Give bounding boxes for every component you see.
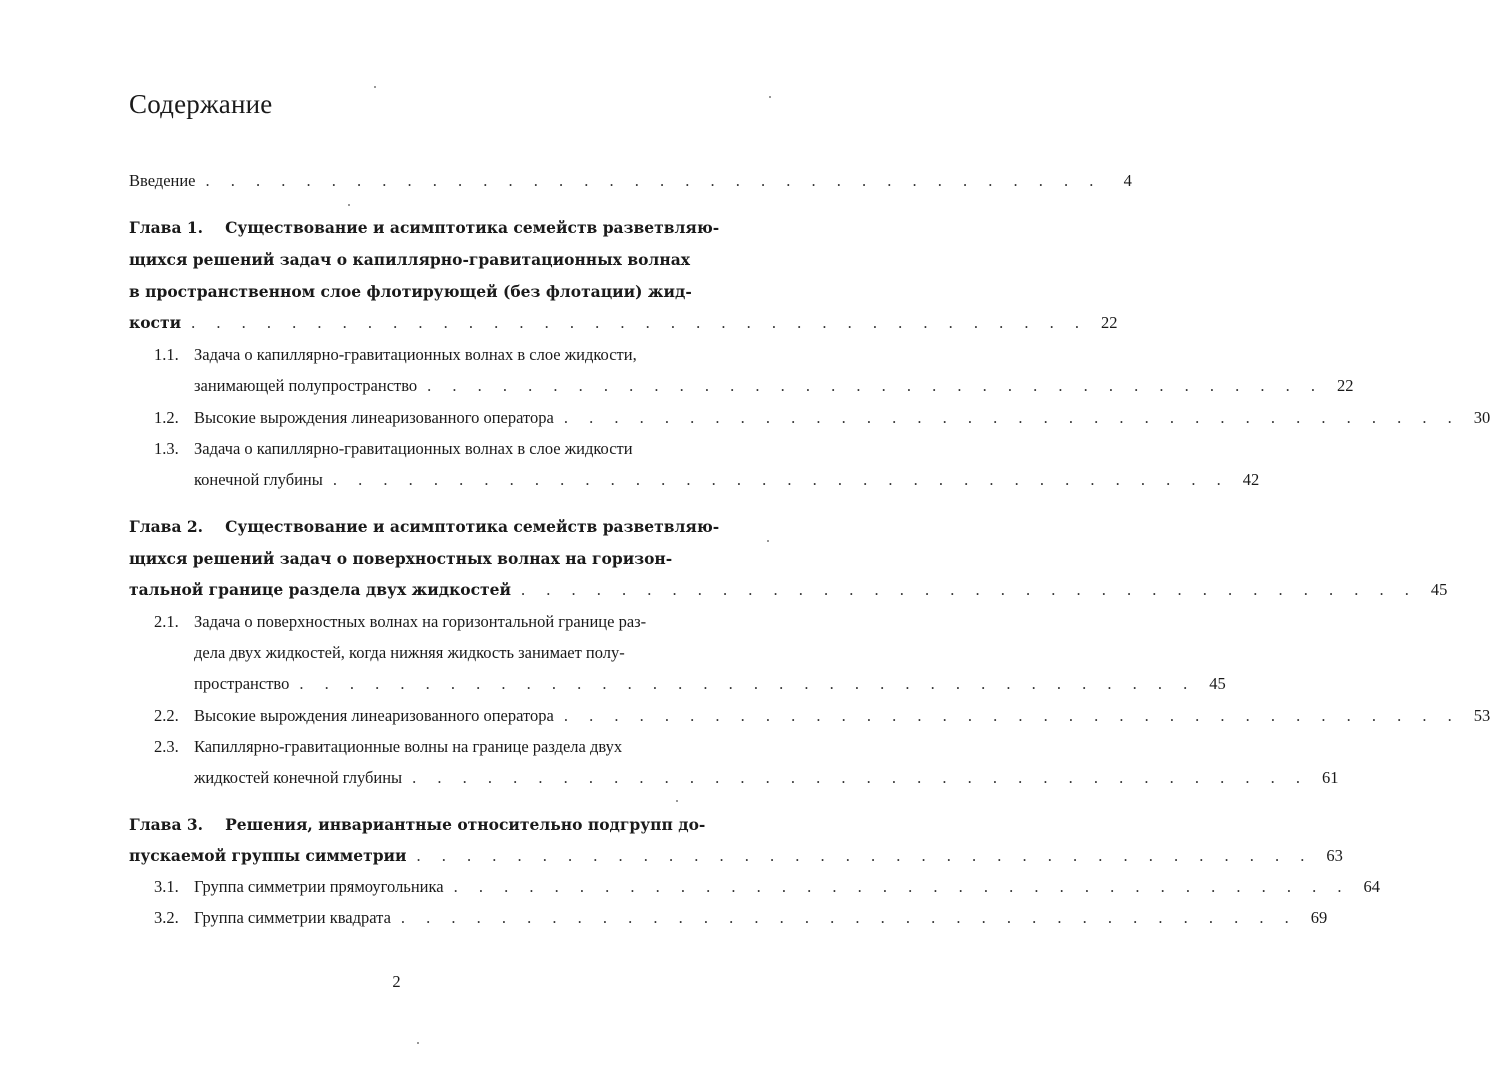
- section-title-line: Высокие вырождения линеаризованного оператора: [194, 706, 554, 725]
- toc-page-number: 42: [1242, 470, 1260, 489]
- section-title-line: Группа симметрии квадрата: [194, 908, 391, 927]
- section-title-line: Задача о капиллярно-гравитационных волнах в слое жидкости: [194, 439, 633, 458]
- section-number: 1.1.: [154, 345, 179, 364]
- toc-entry-introduction[interactable]: [129, 167, 1132, 195]
- toc-page-number: 69: [1310, 908, 1328, 927]
- toc-section-1-1[interactable]: [154, 341, 742, 369]
- toc-page-number: 45: [1209, 674, 1226, 693]
- toc-section-3-1[interactable]: [154, 873, 1380, 901]
- toc-page-number: 53: [1473, 706, 1490, 725]
- scan-speck: [676, 800, 678, 802]
- chapter-title-last-line: пускаемой группы симметрии . . . . . . . . . . . . . . . . . . . . . . . . . . . . . . . . . . . . 63: [129, 842, 742, 870]
- scan-speck: [348, 204, 350, 206]
- chapter-title-line: Существование и асимптотика семейств разветвляю-: [225, 218, 720, 237]
- section-title-last-line: жидкостей конечной глубины . . . . . . . . . . . . . . . . . . . . . . . . . . . . . . . . . . . . 61: [194, 764, 742, 792]
- section-title-last-line: занимающей полупространство . . . . . . . . . . . . . . . . . . . . . . . . . . . . . . . . . . . . 22: [194, 372, 742, 400]
- section-title-line: Капиллярно-гравитационные волны на границе раздела двух: [194, 737, 623, 756]
- leader-dots: . . . . . . . . . . . . . . . . . . . . . . . . . . . . . . . . . . . .: [416, 846, 1313, 865]
- leader-dots: . . . . . . . . . . . . . . . . . . . . . . . . . . . . . . . . . . . .: [205, 171, 1102, 190]
- toc-chapter-1[interactable]: [129, 214, 742, 242]
- leader-dots: . . . . . . . . . . . . . . . . . . . . . . . . . . . . . . . . . . . .: [427, 376, 1324, 395]
- page-title: Содержание: [129, 89, 273, 119]
- chapter-title-continuation: в пространственном слое флотирующей (без флотации) жид-: [129, 282, 692, 301]
- chapter-label: Глава 1.: [129, 218, 204, 237]
- leader-dots: . . . . . . . . . . . . . . . . . . . . . . . . . . . . . . . . . . . .: [400, 908, 1298, 927]
- toc-section-2-2[interactable]: [154, 702, 1490, 730]
- section-number: 2.2.: [154, 706, 179, 725]
- section-number: 3.1.: [154, 877, 179, 896]
- scan-speck: [767, 540, 769, 542]
- toc-section-2-1[interactable]: [154, 608, 742, 636]
- leader-dots: . . . . . . . . . . . . . . . . . . . . . . . . . . . . . . . . . . . .: [191, 313, 1088, 332]
- toc-chapter-2[interactable]: [129, 513, 742, 541]
- chapter-title-continuation: щихся решений задач о капиллярно-гравитационных волнах: [129, 250, 690, 269]
- toc-page-number: 30: [1473, 408, 1490, 427]
- leader-dots: . . . . . . . . . . . . . . . . . . . . . . . . . . . . . . . . . . . .: [332, 470, 1230, 489]
- chapter-title-continuation: щихся решений задач о поверхностных волнах на горизон-: [129, 549, 673, 568]
- toc-chapter-3[interactable]: [129, 811, 742, 839]
- leader-dots: . . . . . . . . . . . . . . . . . . . . . . . . . . . . . . . . . . . .: [453, 877, 1350, 896]
- page-number: 2: [392, 972, 401, 991]
- section-number: 1.2.: [154, 408, 179, 427]
- leader-dots: . . . . . . . . . . . . . . . . . . . . . . . . . . . . . . . . . . . .: [563, 706, 1461, 725]
- scan-speck: [374, 86, 376, 88]
- chapter-title-line: Существование и асимптотика семейств разветвляю-: [225, 517, 720, 536]
- toc-section-1-2[interactable]: [154, 404, 1490, 432]
- toc-page-number: 45: [1430, 580, 1448, 599]
- toc-entry-title: Введение: [129, 171, 196, 190]
- leader-dots: . . . . . . . . . . . . . . . . . . . . . . . . . . . . . . . . . . . .: [563, 408, 1461, 427]
- toc-page-number: 61: [1322, 768, 1339, 787]
- scan-speck: [769, 96, 771, 98]
- toc-page-number: 4: [1123, 171, 1132, 190]
- section-title-line: Высокие вырождения линеаризованного оператора: [194, 408, 554, 427]
- toc-section-1-3[interactable]: [154, 435, 742, 463]
- leader-dots: . . . . . . . . . . . . . . . . . . . . . . . . . . . . . . . . . . . .: [412, 768, 1309, 787]
- toc-page-number: 22: [1337, 376, 1354, 395]
- leader-dots: . . . . . . . . . . . . . . . . . . . . . . . . . . . . . . . . . . . .: [299, 674, 1196, 693]
- section-title-line: Группа симметрии прямоугольника: [194, 877, 444, 896]
- chapter-title-line: Решения, инвариантные относительно подгрупп до-: [225, 815, 706, 834]
- chapter-label: Глава 2.: [129, 517, 204, 536]
- section-title-continuation: дела двух жидкостей, когда нижняя жидкость занимает полу-: [194, 643, 625, 662]
- section-title-last-line: пространство . . . . . . . . . . . . . . . . . . . . . . . . . . . . . . . . . . . . 45: [194, 670, 742, 698]
- section-number: 1.3.: [154, 439, 179, 458]
- scan-speck: [417, 1042, 419, 1044]
- toc-section-3-2[interactable]: [154, 904, 1328, 932]
- toc-page-number: 63: [1326, 846, 1343, 865]
- toc-page-number: 22: [1100, 313, 1118, 332]
- chapter-title-last-line: кости . . . . . . . . . . . . . . . . . . . . . . . . . . . . . . . . . . . . 22: [129, 309, 742, 337]
- section-title-last-line: конечной глубины . . . . . . . . . . . . . . . . . . . . . . . . . . . . . . . . . . . . 42: [194, 466, 742, 494]
- leader-dots: . . . . . . . . . . . . . . . . . . . . . . . . . . . . . . . . . . . .: [521, 580, 1418, 599]
- section-number: 3.2.: [154, 908, 179, 927]
- section-title-line: Задача о поверхностных волнах на горизонтальной границе раз-: [194, 612, 647, 631]
- chapter-title-last-line: тальной границе раздела двух жидкостей . . . . . . . . . . . . . . . . . . . . . . . . . . . . . . . . . . . . 45: [129, 576, 742, 604]
- toc-section-2-3[interactable]: [154, 733, 742, 761]
- toc-page-number: 64: [1363, 877, 1380, 896]
- section-number: 2.1.: [154, 612, 179, 631]
- section-number: 2.3.: [154, 737, 179, 756]
- section-title-line: Задача о капиллярно-гравитационных волнах в слое жидкости,: [194, 345, 637, 364]
- chapter-label: Глава 3.: [129, 815, 204, 834]
